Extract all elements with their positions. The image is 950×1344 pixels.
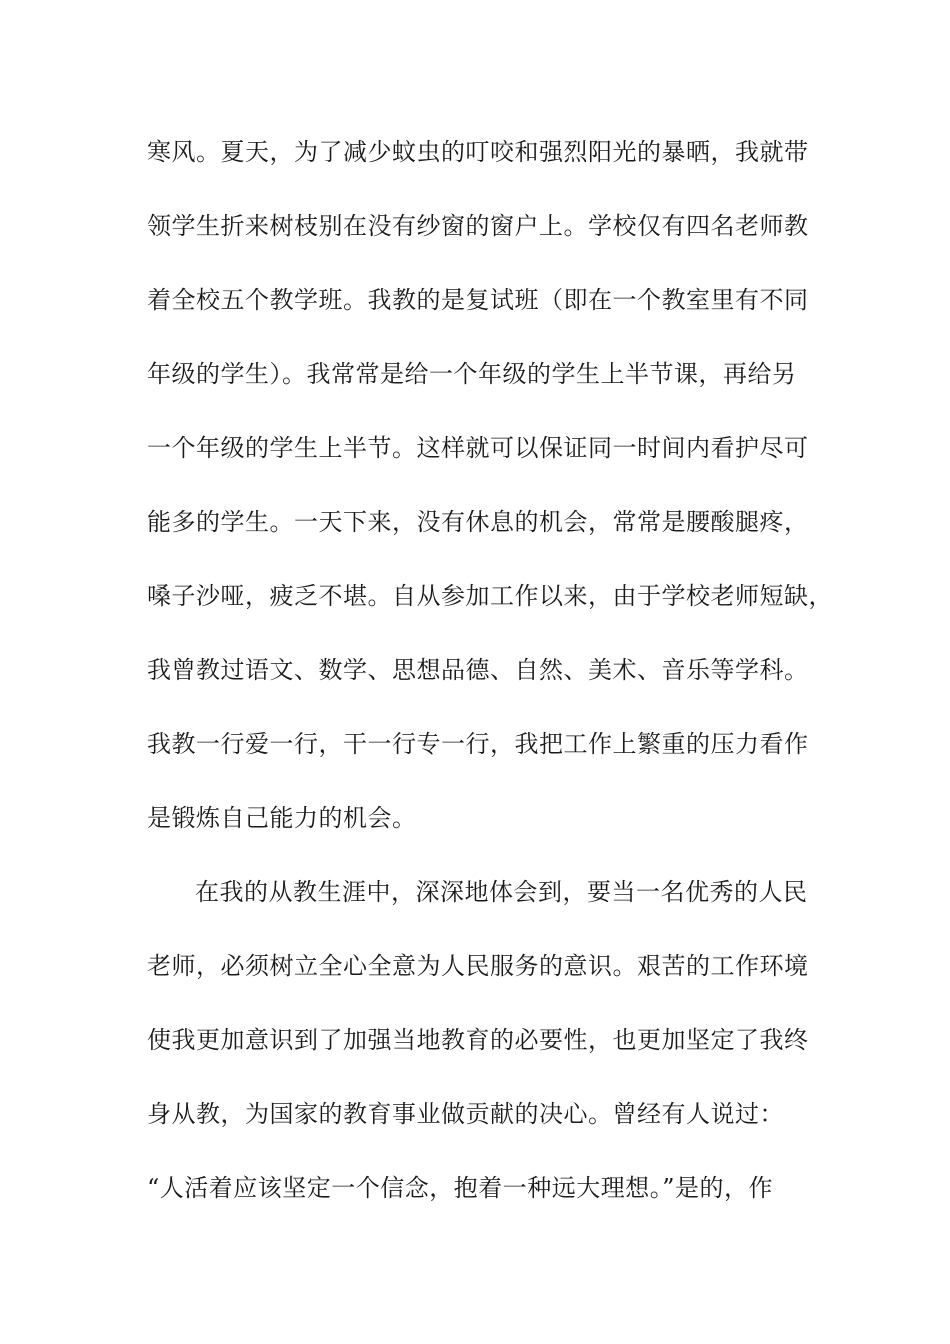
paragraph-line: 我曾教过语文、数学、思想品德、自然、美术、音乐等学科。 [147, 656, 809, 684]
paragraph-first-line: 在我的从教生涯中，深深地体会到，要当一名优秀的人民 [195, 878, 808, 906]
paragraph-line: 领学生折来树枝别在没有纱窗的窗户上。学校仅有四名老师教 [147, 212, 809, 240]
paragraph-line: 身从教，为国家的教育事业做贡献的决心。曾经有人说过： [147, 1100, 784, 1128]
paragraph-line: 着全校五个教学班。我教的是复试班（即在一个教室里有不同 [147, 286, 809, 314]
paragraph-line: 我教一行爱一行，干一行专一行，我把工作上繁重的压力看作 [147, 730, 809, 758]
paragraph-line: 使我更加意识到了加强当地教育的必要性，也更加坚定了我终 [147, 1026, 809, 1054]
paragraph-line: 老师，必须树立全心全意为人民服务的意识。艰苦的工作环境 [147, 952, 809, 980]
paragraph-line: 嗓子沙哑，疲乏不堪。自从参加工作以来，由于学校老师短缺， [147, 582, 833, 610]
paragraph-line: 年级的学生）。我常常是给一个年级的学生上半节课，再给另 [147, 360, 797, 388]
paragraph-line: 寒风。夏天，为了减少蚊虫的叮咬和强烈阳光的暴晒，我就带 [147, 138, 809, 166]
paragraph-line: 能多的学生。一天下来，没有休息的机会，常常是腰酸腿疼， [147, 508, 809, 536]
paragraph-line: 一个年级的学生上半节。这样就可以保证同一时间内看护尽可 [147, 434, 809, 462]
paragraph-line: “人活着应该坚定一个信念，抱着一种远大理想。”是的，作 [147, 1174, 774, 1202]
paragraph-line: 是锻炼自己能力的机会。 [147, 804, 417, 832]
